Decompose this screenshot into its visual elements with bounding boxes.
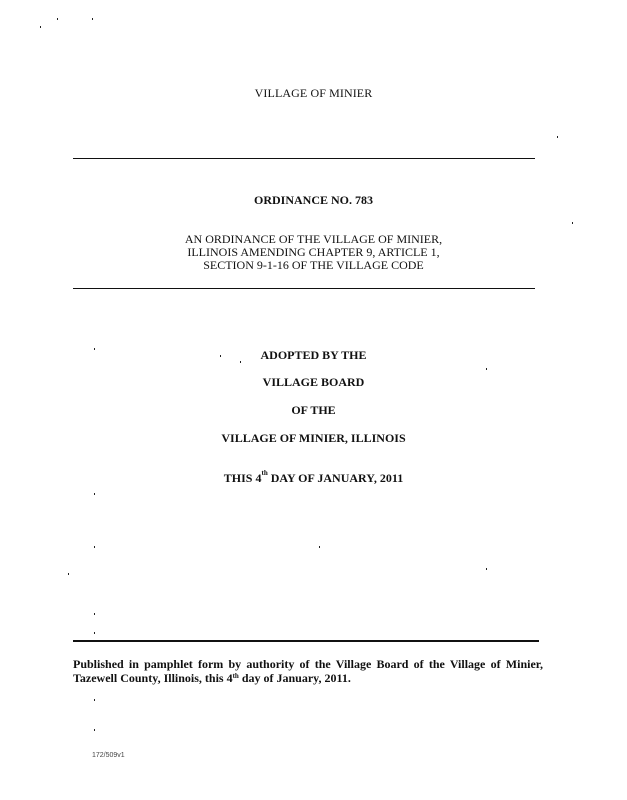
middle-divider: [73, 288, 535, 289]
document-title: VILLAGE OF MINIER: [254, 86, 373, 100]
village-board-line: VILLAGE BOARD: [262, 375, 365, 389]
publication-notice: [73, 657, 543, 685]
scan-speck: [94, 729, 95, 731]
village-name-line: VILLAGE OF MINIER, ILLINOIS: [221, 431, 406, 445]
ordinance-description: [0, 233, 627, 272]
scan-speck: [68, 573, 69, 575]
top-divider: [73, 158, 535, 159]
scan-speck: [557, 136, 558, 138]
scan-speck: [57, 18, 58, 20]
of-the-line: OF THE: [291, 403, 336, 417]
document-code: 172/509v1: [92, 752, 125, 759]
description-line: AN ORDINANCE OF THE VILLAGE OF MINIER,: [184, 232, 443, 246]
publication-text-end: day of January, 2011.: [238, 671, 351, 685]
scan-speck: [319, 546, 320, 548]
publication-text: Published in pamphlet form by authority of the Village Board of the Village of Minier, Tazewell County, Illinois, this 4: [73, 657, 543, 685]
scan-speck: [486, 368, 487, 370]
scan-speck: [94, 493, 95, 495]
description-line: ILLINOIS AMENDING CHAPTER 9, ARTICLE 1,: [187, 245, 440, 259]
date-prefix: THIS 4: [223, 471, 262, 485]
date-ordinal-suffix: th: [261, 469, 268, 477]
description-line: SECTION 9-1-16 OF THE VILLAGE CODE: [203, 258, 424, 272]
scan-speck: [94, 632, 95, 634]
ordinance-number: ORDINANCE NO. 783: [253, 193, 373, 207]
scan-speck: [94, 699, 95, 701]
bottom-divider: [73, 640, 539, 642]
scan-speck: [94, 546, 95, 548]
scan-speck: [486, 568, 487, 570]
date-rest: DAY OF JANUARY, 2011: [267, 471, 404, 485]
publication-ordinal-suffix: th: [232, 672, 239, 680]
scan-speck: [92, 18, 93, 20]
adoption-date-line: [0, 471, 627, 486]
scan-speck: [572, 222, 573, 224]
scan-speck: [40, 26, 41, 28]
adopted-by-line: ADOPTED BY THE: [260, 348, 367, 362]
scan-speck: [94, 613, 95, 615]
